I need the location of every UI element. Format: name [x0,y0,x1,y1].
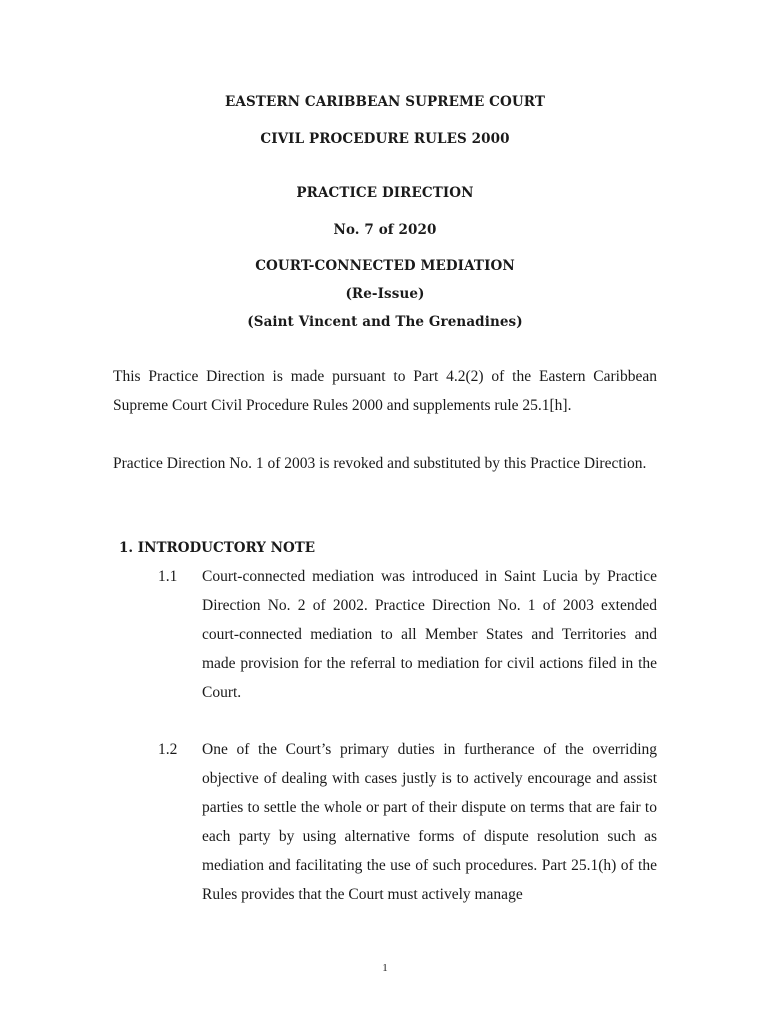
jurisdiction-label: (Saint Vincent and The Grenadines) [247,314,523,330]
intro-paragraph-2: Practice Direction No. 1 of 2003 is revoked and substituted by this Practice Direction. [113,455,647,472]
item-text: One of the Court’s primary duties in furtherance of the overriding objective of dealing with cases justly is to actively encourage and assist parties to settle the whole or part of their dispute on terms that are fair to each party by using alternative forms of dispute resolution such as mediation and facilitating the use of such procedures. Part 25.1(h) of the Rules provides that the Court must actively manage [202,741,657,903]
court-heading: EASTERN CARIBBEAN SUPREME COURT [224,94,545,110]
item-number: 1.1 [158,568,178,585]
practice-direction-heading: PRACTICE DIRECTION [296,185,474,201]
item-text: Court-connected mediation was introduced in Saint Lucia by Practice Direction No. 2 of 2002. Practice Direction No. 1 of 2003 extended court-connected mediation to all Member States and Territories and made provision for the referral to mediation for civil actions filed in the Court. [202,568,657,701]
subject-heading: COURT-CONNECTED MEDIATION [255,258,515,274]
rules-heading: CIVIL PROCEDURE RULES 2000 [260,131,510,147]
page-number: 1 [382,962,388,974]
reissue-label: (Re-Issue) [345,286,425,302]
intro-paragraph-1: This Practice Direction is made pursuant to Part 4.2(2) of the Eastern Caribbean Supreme Court Civil Procedure Rules 2000 and supplements rule 25.1[h]. [113,368,657,414]
item-number: 1.2 [158,741,178,758]
section-title: 1. INTRODUCTORY NOTE [119,540,316,556]
direction-number: No. 7 of 2020 [333,222,437,238]
